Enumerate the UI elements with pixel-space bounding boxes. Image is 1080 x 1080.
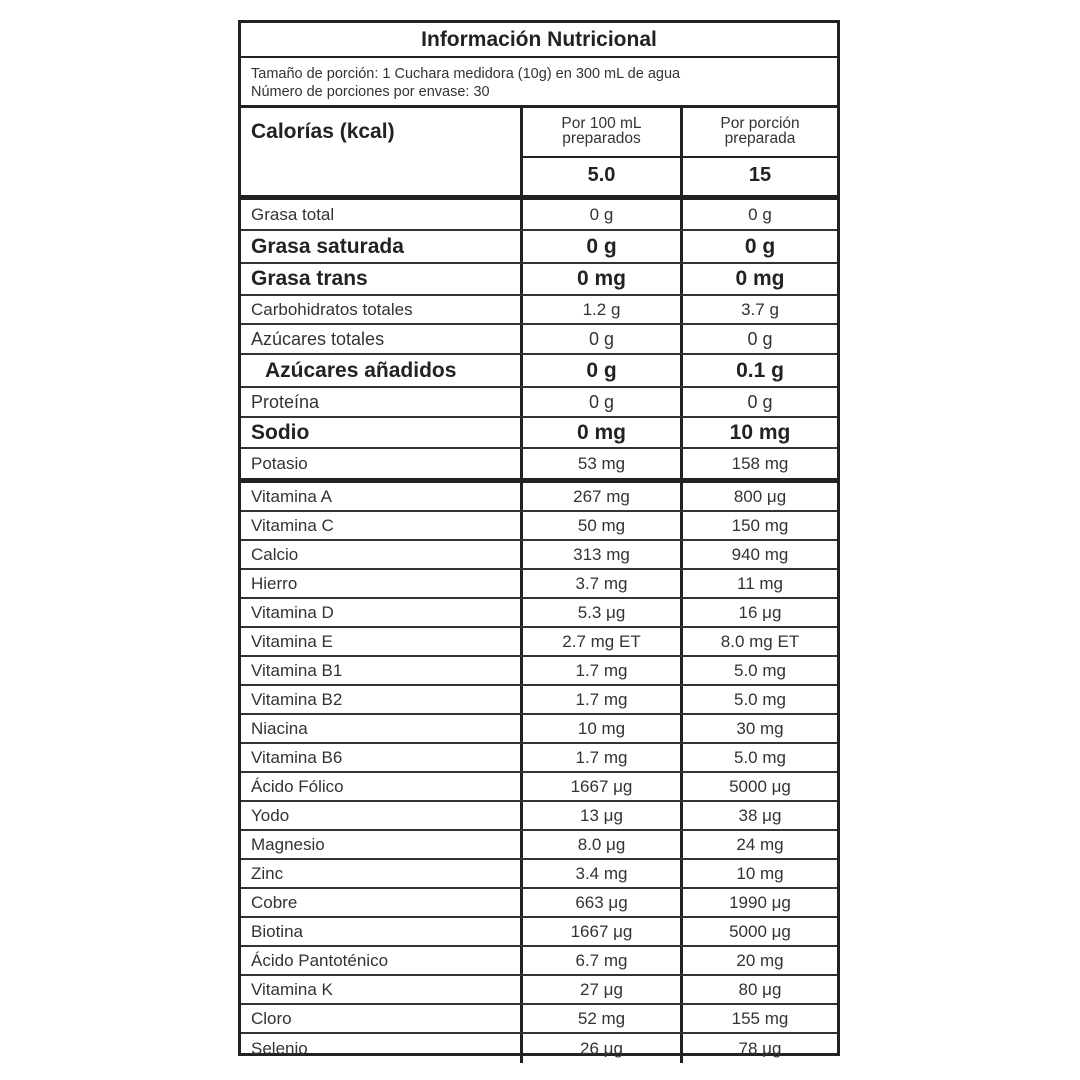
micronutrient-row (241, 744, 837, 773)
micronutrient-row (241, 686, 837, 715)
nutrient-per100: 0 mg (523, 418, 683, 447)
micronutrient-row (241, 570, 837, 599)
nutrient-row (241, 355, 837, 388)
nutrient-row (241, 231, 837, 264)
micronutrient-row (241, 773, 837, 802)
micronutrient-per-serving: 20 mg (736, 950, 784, 970)
micronutrient-per-serving: 155 mg (731, 1008, 789, 1028)
micronutrient-name: Vitamina E (241, 628, 523, 655)
micronutrient-per-serving: 11 mg (737, 573, 783, 593)
micronutrient-per-serving: 1990 μg (729, 892, 791, 912)
micronutrient-per100: 1.7 mg (523, 657, 683, 684)
micronutrient-name: Vitamina C (241, 512, 523, 539)
micronutrient-name: Hierro (241, 570, 523, 597)
micronutrient-name: Yodo (241, 802, 523, 829)
micronutrient-per-serving: 80 μg (738, 979, 782, 999)
serving-size: Tamaño de porción: 1 Cuchara medidora (10g) en 300 mL de agua (251, 66, 681, 82)
micronutrient-row (241, 628, 837, 657)
micronutrient-per100: 26 μg (523, 1034, 683, 1063)
micronutrient-row (241, 802, 837, 831)
nutrient-row (241, 418, 837, 449)
label-title: Información Nutricional (241, 23, 837, 58)
micronutrient-per100: 13 μg (523, 802, 683, 829)
per-100ml-header: Por 100 mL preparados (523, 108, 680, 158)
micronutrient-name: Vitamina D (241, 599, 523, 626)
micronutrient-name: Magnesio (241, 831, 523, 858)
nutrient-name: Potasio (241, 449, 523, 478)
calories-label: Calorías (kcal) (241, 108, 523, 195)
nutrient-per-serving: 3.7 g (741, 299, 779, 319)
calories-per-100ml: 5.0 (587, 164, 616, 186)
nutrient-name: Proteína (241, 388, 523, 416)
micronutrient-per100: 267 mg (523, 483, 683, 510)
nutrient-name: Grasa total (241, 200, 523, 229)
micronutrient-name: Vitamina B1 (241, 657, 523, 684)
per-serving-header: Por porción preparada (683, 108, 837, 158)
nutrient-row (241, 325, 837, 355)
nutrient-row (241, 388, 837, 418)
micronutrient-per-serving: 5.0 mg (734, 689, 786, 709)
micronutrient-name: Ácido Pantoténico (241, 947, 523, 974)
nutrient-per-serving: 0 g (744, 234, 776, 258)
micronutrient-per-serving: 38 μg (738, 805, 782, 825)
micronutrient-row (241, 1005, 837, 1034)
per-100ml-column (523, 108, 683, 195)
servings-per-container: Número de porciones por envase: 30 (251, 84, 490, 100)
micronutrient-per100: 3.4 mg (523, 860, 683, 887)
micronutrient-per100: 1.7 mg (523, 686, 683, 713)
micronutrient-row (241, 657, 837, 686)
micronutrient-per100: 8.0 μg (523, 831, 683, 858)
nutrient-row (241, 264, 837, 296)
micronutrient-per100: 1.7 mg (523, 744, 683, 771)
nutrient-name: Azúcares añadidos (241, 355, 523, 386)
nutrient-per-serving: 10 mg (729, 420, 791, 444)
micronutrient-per-serving: 30 mg (736, 718, 784, 738)
micronutrient-row (241, 831, 837, 860)
nutrient-name: Grasa trans (241, 264, 523, 294)
micronutrient-row (241, 715, 837, 744)
micronutrient-per-serving: 24 mg (736, 834, 784, 854)
nutrient-per-serving: 0 g (748, 204, 772, 224)
micronutrient-name: Vitamina A (241, 483, 523, 510)
nutrient-per100: 0 mg (523, 264, 683, 294)
micronutrient-name: Calcio (241, 541, 523, 568)
micronutrient-per100: 6.7 mg (523, 947, 683, 974)
nutrient-row (241, 449, 837, 483)
micronutrient-per-serving: 5.0 mg (734, 747, 786, 767)
micronutrient-name: Ácido Fólico (241, 773, 523, 800)
micronutrient-per-serving: 150 mg (731, 515, 789, 535)
micronutrient-per100: 663 μg (523, 889, 683, 916)
nutrient-per100: 0 g (523, 200, 683, 229)
micronutrient-per100: 50 mg (523, 512, 683, 539)
nutrient-per-serving: 158 mg (731, 453, 789, 473)
micronutrient-per-serving: 800 μg (733, 486, 787, 506)
nutrient-per-serving: 0.1 g (736, 358, 784, 382)
micronutrient-row (241, 889, 837, 918)
micronutrient-name: Cloro (241, 1005, 523, 1032)
nutrient-per100: 1.2 g (523, 296, 683, 323)
micronutrient-rows (241, 483, 837, 1063)
calories-block (241, 108, 837, 200)
micronutrient-per100: 10 mg (523, 715, 683, 742)
micronutrient-per-serving: 16 μg (738, 602, 782, 622)
micronutrient-per100: 2.7 mg ET (523, 628, 683, 655)
calories-per-serving: 15 (748, 164, 772, 186)
per-serving-column (683, 108, 837, 195)
micronutrient-per-serving: 78 μg (738, 1038, 782, 1058)
micronutrient-row (241, 860, 837, 889)
micronutrient-per100: 1667 μg (523, 918, 683, 945)
nutrient-per100: 0 g (523, 355, 683, 386)
micronutrient-per-serving: 5000 μg (729, 921, 791, 941)
micronutrient-name: Biotina (241, 918, 523, 945)
micronutrient-row (241, 541, 837, 570)
micronutrient-per-serving: 10 mg (736, 863, 784, 883)
nutrient-per-serving: 0 mg (735, 267, 785, 290)
micronutrient-per-serving: 5.0 mg (734, 660, 786, 680)
micronutrient-name: Vitamina K (241, 976, 523, 1003)
nutrition-facts-label (238, 20, 840, 1056)
micronutrient-name: Vitamina B6 (241, 744, 523, 771)
micronutrient-name: Niacina (241, 715, 523, 742)
micronutrient-per100: 5.3 μg (523, 599, 683, 626)
micronutrient-per-serving: 940 mg (731, 544, 789, 564)
micronutrient-row (241, 918, 837, 947)
micronutrient-per100: 1667 μg (523, 773, 683, 800)
micronutrient-name: Selenio (241, 1034, 523, 1063)
nutrient-per-serving: 0 g (747, 391, 773, 412)
micronutrient-row (241, 976, 837, 1005)
micronutrient-per-serving: 5000 μg (729, 776, 791, 796)
nutrient-row (241, 200, 837, 231)
micronutrient-name: Vitamina B2 (241, 686, 523, 713)
micronutrient-row (241, 599, 837, 628)
nutrient-name: Azúcares totales (241, 325, 523, 353)
serving-info (241, 58, 837, 108)
nutrient-row (241, 296, 837, 325)
micronutrient-per100: 27 μg (523, 976, 683, 1003)
micronutrient-row (241, 1034, 837, 1063)
nutrient-name: Grasa saturada (241, 231, 523, 262)
nutrient-per100: 0 g (523, 231, 683, 262)
micronutrient-row (241, 947, 837, 976)
micronutrient-per100: 313 mg (523, 541, 683, 568)
nutrient-name: Sodio (241, 418, 523, 447)
micronutrient-name: Cobre (241, 889, 523, 916)
nutrient-rows (241, 200, 837, 483)
micronutrient-per100: 3.7 mg (523, 570, 683, 597)
micronutrient-per-serving: 8.0 mg ET (720, 631, 800, 651)
nutrient-name: Carbohidratos totales (241, 296, 523, 323)
nutrient-per-serving: 0 g (747, 328, 773, 349)
micronutrient-name: Zinc (241, 860, 523, 887)
nutrient-per100: 53 mg (523, 449, 683, 478)
micronutrient-row (241, 512, 837, 541)
micronutrient-per100: 52 mg (523, 1005, 683, 1032)
micronutrient-row (241, 483, 837, 512)
nutrient-per100: 0 g (523, 388, 683, 416)
nutrient-per100: 0 g (523, 325, 683, 353)
